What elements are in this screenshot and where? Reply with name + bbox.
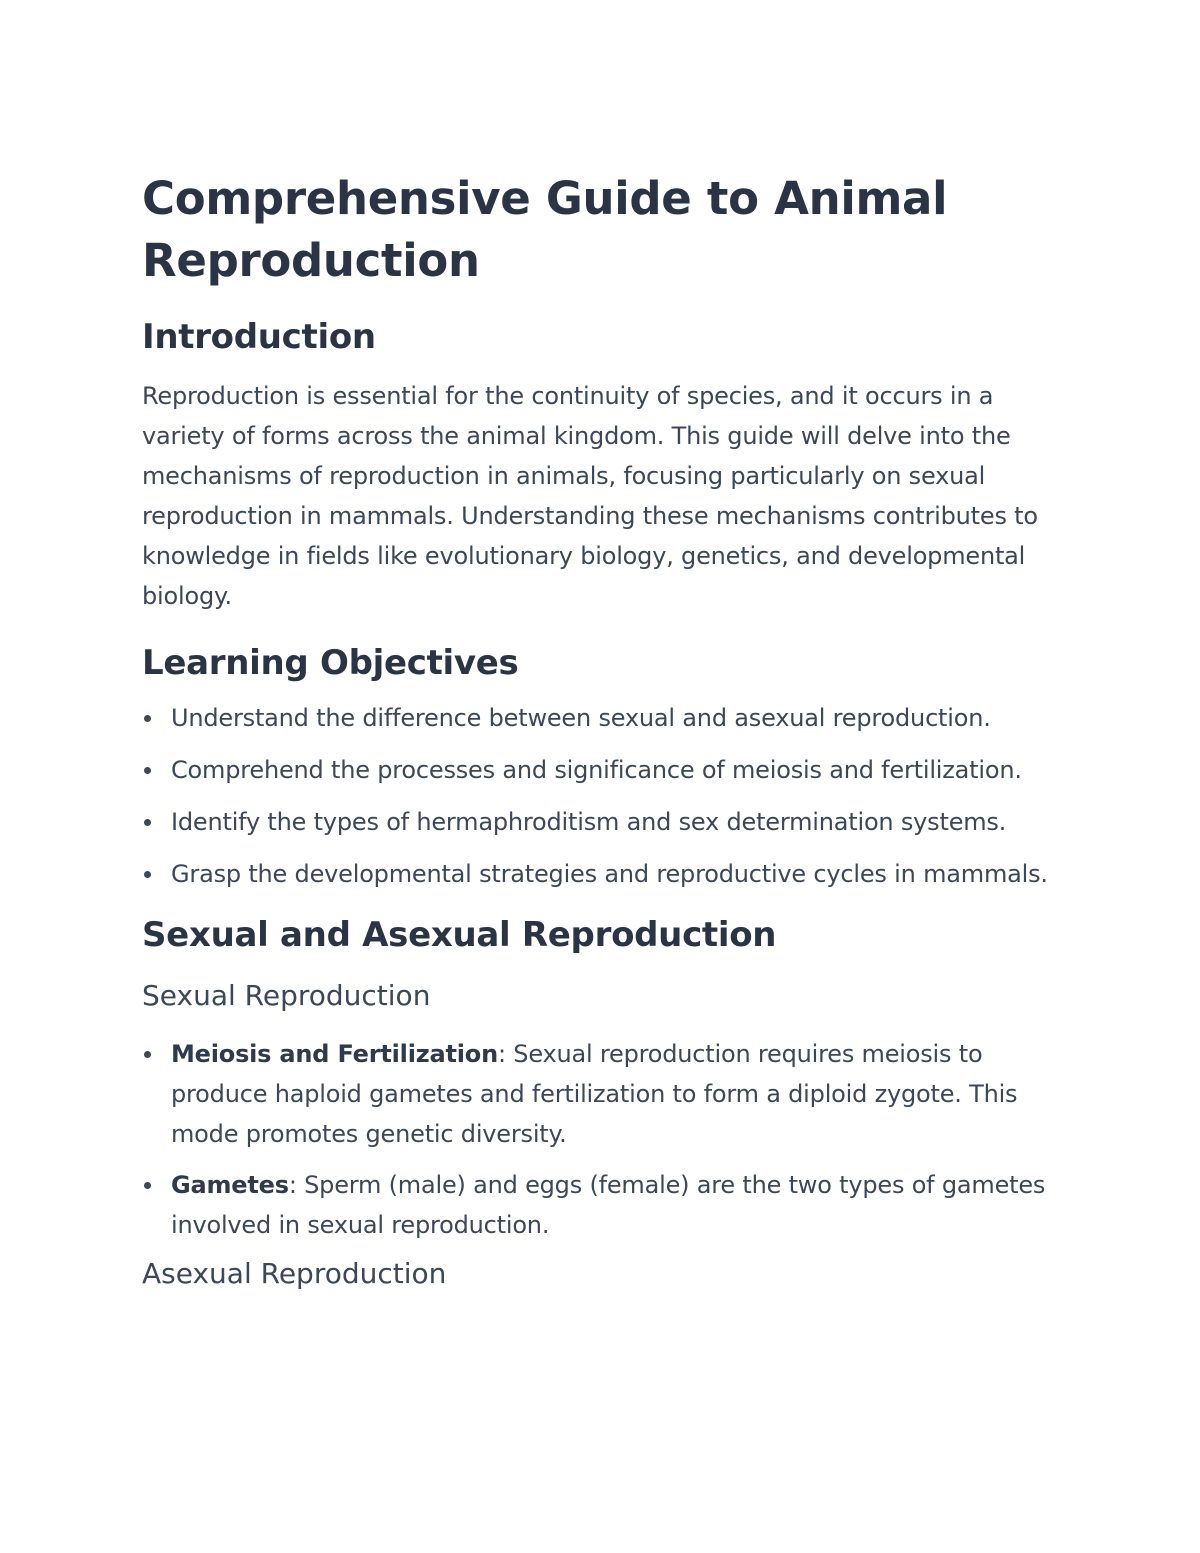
objective-item [142,698,1062,738]
sexual-reproduction-item [142,1034,1062,1154]
sexual-reproduction-item [142,1165,1062,1245]
objective-item [142,750,1062,790]
document-title: Comprehensive Guide to Animal Reproduction [142,172,948,287]
bullet-icon [144,767,151,774]
bullet-icon [144,1051,151,1058]
objective-item [142,802,1062,842]
bullet-icon [144,715,151,722]
bullet-icon [144,871,151,878]
item-term: Gametes [171,1171,289,1199]
asexual-reproduction-heading: Asexual Reproduction [142,1257,447,1290]
introduction-heading: Introduction [142,317,376,357]
item-description: : Sperm (male) and eggs (female) are the two types of gametes involved in sexual reproduction. [171,1171,1046,1239]
objective-text: Comprehend the processes and significance of meiosis and fertilization. [171,756,1022,784]
bullet-icon [144,1182,151,1189]
objective-text: Understand the difference between sexual and asexual reproduction. [171,704,991,732]
objective-item [142,854,1062,894]
sexual-reproduction-list [142,1034,1062,1245]
item-description: : Sexual reproduction requires meiosis to produce haploid gametes and fertilization to form a diploid zygote. This mode promotes genetic diversity. [171,1040,1018,1148]
item-term: Meiosis and Fertilization [171,1040,498,1068]
learning-objectives-heading: Learning Objectives [142,643,519,683]
learning-objectives-list [142,698,1062,894]
objective-text: Grasp the developmental strategies and reproductive cycles in mammals. [171,860,1048,888]
introduction-paragraph: Reproduction is essential for the continuity of species, and it occurs in a variety of forms across the animal kingdom. This guide will delve into the mechanisms of reproduction in animals, focusing particularly on sexual reproduction in mammals. Understanding these mechanisms contributes to knowledge in fields like evolutionary biology, genetics, and developmental biology. [142,382,1038,610]
sexual-reproduction-heading: Sexual Reproduction [142,979,431,1012]
sexual-asexual-heading: Sexual and Asexual Reproduction [142,915,777,955]
bullet-icon [144,819,151,826]
document-page [142,168,1062,1292]
objective-text: Identify the types of hermaphroditism and sex determination systems. [171,808,1007,836]
